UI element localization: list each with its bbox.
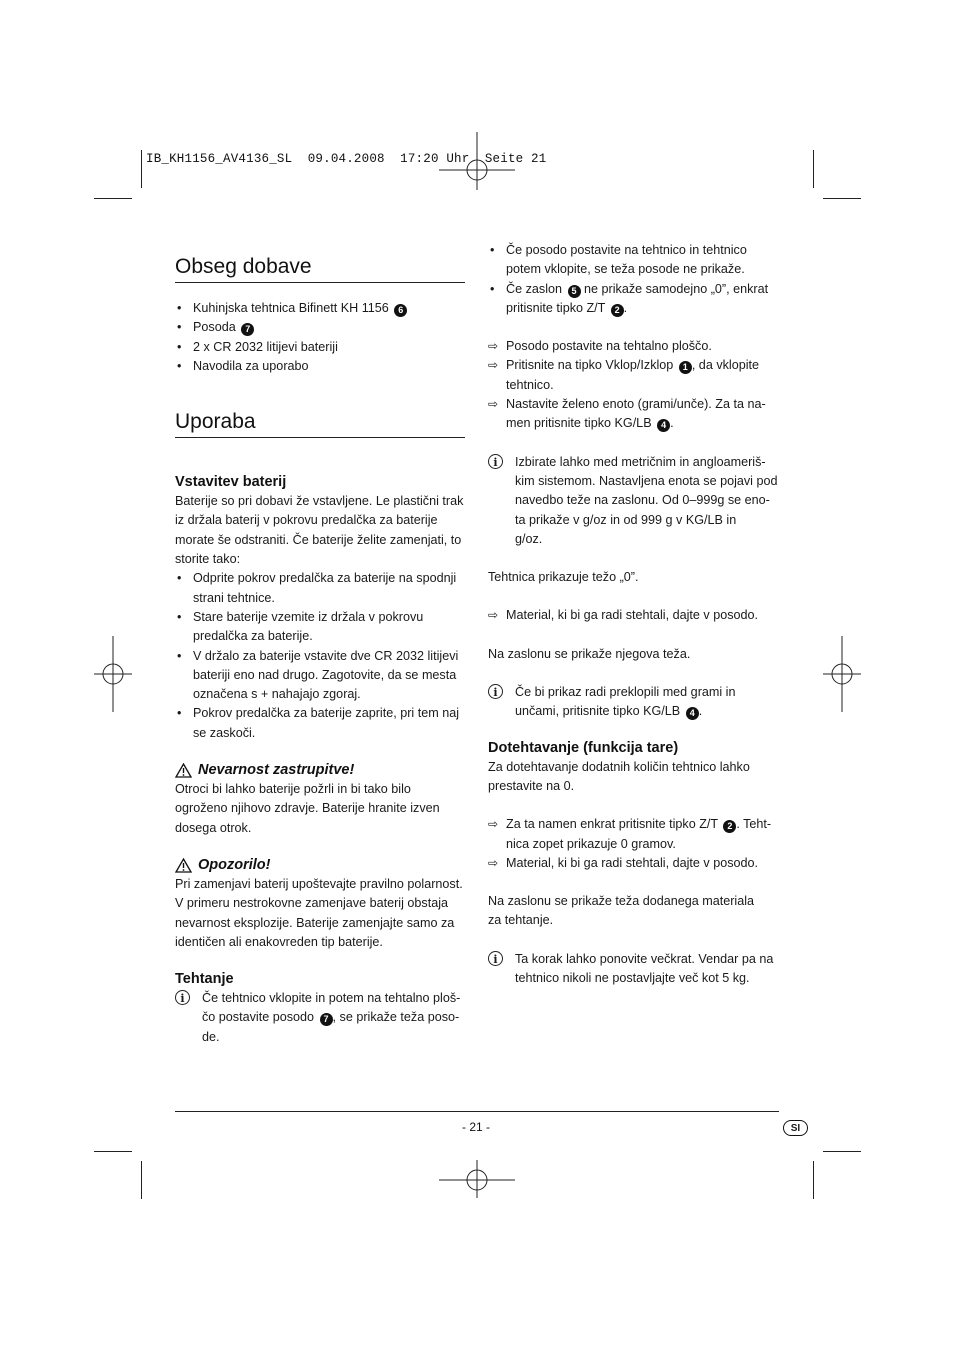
list-item: • Pokrov predalčka za baterije zaprite, pri tem naj se zaskoči. (175, 704, 467, 743)
section-title-obseg: Obseg dobave (175, 255, 312, 278)
paragraph: Na zaslonu se prikaže njegova teža. (488, 646, 691, 661)
info-note-toggle: i Če bi prikaz radi preklopili med grami in unčami, pritisnite tipko KG/LB 4 . (488, 683, 780, 722)
list-item: • Če posodo postavite na tehtnico in tehtnico potem vklopite, se teža posode ne prikaže. (488, 241, 780, 280)
warning-text-caution: Pri zamenjavi baterij upoštevajte pravilno polarnost. V primeru nestrokovne zamenjave baterij obstaja nevarnost eksplozije. Baterije zamenjajte samo za identičen ali enakovreden tip baterije. (175, 876, 463, 949)
vstavitev-steps (175, 569, 467, 743)
step-item: ⇨ Za ta namen enkrat pritisnite tipko Z/T 2 . Teht- nica zopet prikazuje 0 gramov. (488, 817, 772, 851)
warning-triangle-icon (175, 858, 192, 873)
circled-number-icon: 6 (394, 304, 407, 317)
right-column (488, 241, 780, 988)
circled-number-icon: 4 (686, 707, 699, 720)
list-item: • Če zaslon 5 ne prikaže samodejno „0”, enkrat pritisnite tipko Z/T 2 . (488, 280, 780, 319)
info-note-units: i Izbirate lahko med metričnim in angloameriš- kim sistemom. Nastavljena enota se pojavi pod navedbo teže na zaslonu. Od 0–999g se eno- ta prikaže v g/oz in od 999 g v KG/LB in g/oz. (488, 453, 780, 549)
list-item: • Navodila za uporabo (175, 357, 467, 376)
warning-heading-caution: Opozorilo! (175, 856, 467, 875)
circled-number-icon: 2 (611, 304, 624, 317)
step-item: ⇨ Posodo postavite na tehtalno ploščo. (488, 337, 780, 356)
tare-intro: Za dotehtavanje dodatnih količin tehtnico lahko prestavite na 0. (488, 759, 750, 793)
list-item: • V držalo za baterije vstavite dve CR 2032 litijevi bateriji eno nad drugo. Zagotovite, da se mesta označena s + nahajajo zgoraj. (175, 647, 467, 705)
paragraph: Tehtnica prikazuje težo „0”. (488, 570, 639, 585)
list-item: • Kuhinjska tehtnica Bifinett KH 1156 6 (175, 299, 467, 318)
section-title-uporaba: Uporaba (175, 410, 256, 434)
list-item: • Stare baterije vzemite iz držala v pokrovu predalčka za baterije. (175, 608, 467, 647)
warning-triangle-icon (175, 763, 192, 778)
subheading-tare: Dotehtavanje (funkcija tare) (488, 739, 679, 756)
info-icon: i (488, 454, 503, 469)
left-column (175, 254, 467, 1047)
title-rule (175, 437, 465, 438)
title-rule (175, 282, 465, 283)
warning-heading-poisoning: Nevarnost zastrupitve! (175, 761, 467, 780)
step-item: ⇨ Nastavite želeno enoto (grami/unče). Za ta na- men pritisnite tipko KG/LB 4 . (488, 397, 766, 431)
info-note-weighing: i Če tehtnico vklopite in potem na tehtalno ploš- čo postavite posodo 7 , se prikaže teža poso- de. (175, 989, 467, 1047)
arrow-right-icon: ⇨ (488, 817, 499, 832)
arrow-right-icon: ⇨ (488, 358, 499, 373)
info-icon: i (488, 951, 503, 966)
step-item: ⇨ Material, ki bi ga radi stehtali, dajte v posodo. (488, 606, 780, 625)
arrow-right-icon: ⇨ (488, 339, 499, 354)
page-number: - 21 - (462, 1120, 491, 1134)
circled-number-icon: 4 (657, 419, 670, 432)
list-item: • Posoda 7 (175, 318, 467, 337)
list-item: • 2 x CR 2032 litijevi bateriji (175, 338, 467, 357)
circled-number-icon: 7 (320, 1013, 333, 1026)
arrow-right-icon: ⇨ (488, 855, 499, 870)
tare-steps (488, 815, 780, 873)
obseg-list (175, 299, 467, 376)
warning-text-poisoning: Otroci bi lahko baterije požrli in bi tako bilo ogroženo njihovo zdravje. Baterije hranite izven dosega otrok. (175, 782, 440, 835)
info-note-max-load: i Ta korak lahko ponovite večkrat. Vendar pa na tehtnico nikoli ne postavljajte več kot 5 kg. (488, 950, 780, 989)
subheading-tehtanje: Tehtanje (175, 971, 234, 988)
arrow-right-icon: ⇨ (488, 608, 499, 623)
footer-rule (175, 1111, 779, 1112)
circled-number-icon: 2 (723, 820, 736, 833)
file-header: IB_KH1156_AV4136_SL 09.04.2008 17:20 Uhr Seite 21 (146, 152, 547, 166)
vstavitev-intro: Baterije so pri dobavi že vstavljene. Le plastični trak iz držala baterij v pokrovu predalčka za baterije morate še odstraniti. Če baterije želite zamenjati, to storite tako: (175, 494, 464, 567)
step-item: ⇨ Pritisnite na tipko Vklop/Izklop 1 , da vklopite tehtnico. (488, 358, 760, 392)
paragraph: Na zaslonu se prikaže teža dodanega materiala za tehtanje. (488, 894, 755, 928)
list-item: • Odprite pokrov predalčka za baterije na spodnji strani tehtnice. (175, 569, 467, 608)
info-icon: i (175, 990, 190, 1005)
steps-list (488, 337, 780, 433)
arrow-right-icon: ⇨ (488, 397, 499, 412)
step-item: ⇨ Material, ki bi ga radi stehtali, dajte v posodo. (488, 854, 780, 873)
circled-number-icon: 1 (679, 361, 692, 374)
circled-number-icon: 5 (568, 285, 581, 298)
circled-number-icon: 7 (241, 323, 254, 336)
subheading-vstavitev: Vstavitev baterij (175, 474, 287, 491)
language-badge: SI (783, 1120, 808, 1136)
info-icon: i (488, 684, 503, 699)
